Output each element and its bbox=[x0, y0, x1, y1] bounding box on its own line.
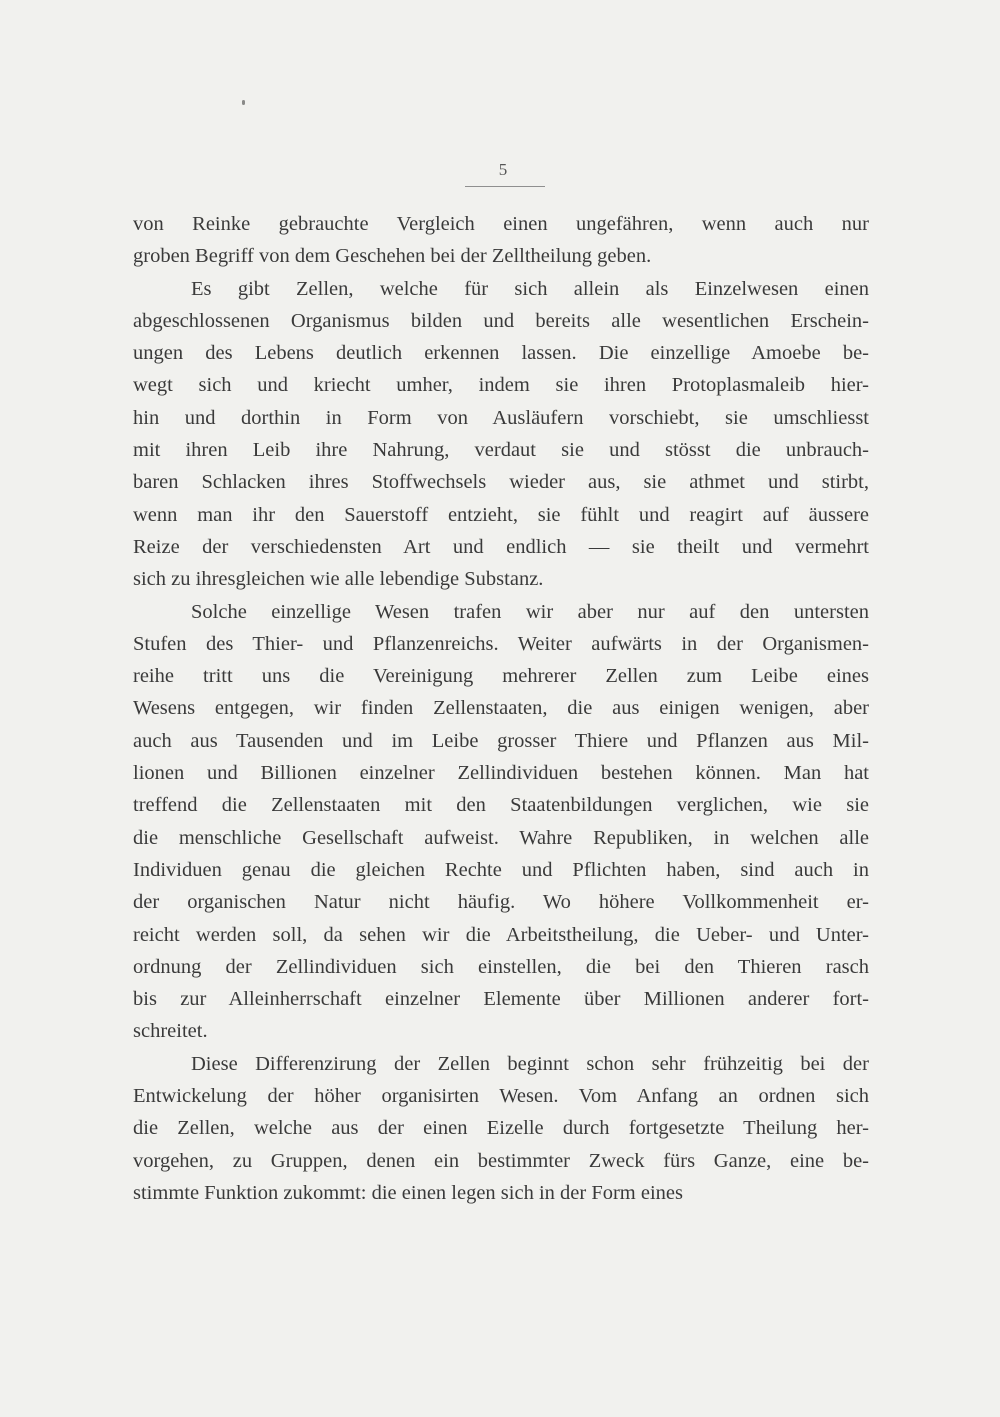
text-line: baren Schlacken ihres Stoffwechsels wieder aus, sie athmet und stirbt, bbox=[133, 471, 869, 494]
text-line: die Zellen, welche aus der einen Eizelle durch fortgesetzte Theilung her- bbox=[133, 1117, 869, 1140]
paragraph bbox=[133, 273, 869, 596]
text-line: schreitet. bbox=[133, 1020, 208, 1043]
text-line: von Reinke gebrauchte Vergleich einen ungefähren, wenn auch nur bbox=[133, 213, 869, 235]
text-line: auch aus Tausenden und im Leibe grosser Thiere und Pflanzen aus Mil- bbox=[133, 729, 869, 752]
text-line: groben Begriff von dem Geschehen bei der Zelltheilung geben. bbox=[133, 245, 652, 268]
text-line: Wesens entgegen, wir finden Zellenstaaten, die aus einigen wenigen, aber bbox=[133, 697, 869, 720]
text-line: Individuen genau die gleichen Rechte und Pflichten haben, sind auch in bbox=[133, 858, 869, 881]
text-line: Es gibt Zellen, welche für sich allein als Einzelwesen einen bbox=[191, 277, 869, 300]
text-line: sich zu ihresgleichen wie alle lebendige Substanz. bbox=[133, 568, 544, 591]
text-line: Solche einzellige Wesen trafen wir aber nur auf den untersten bbox=[191, 600, 869, 623]
text-line: die menschliche Gesellschaft aufweist. Wahre Republiken, in welchen alle bbox=[133, 826, 869, 849]
text-line: stimmte Funktion zukommt: die einen legen sich in der Form eines bbox=[133, 1181, 683, 1204]
text-line: wenn man ihr den Sauerstoff entzieht, sie fühlt und reagirt auf äussere bbox=[133, 503, 869, 526]
paragraph bbox=[133, 208, 869, 273]
text-line: Stufen des Thier- und Pflanzenreichs. Weiter aufwärts in der Organismen- bbox=[133, 632, 869, 655]
paragraph bbox=[133, 596, 869, 1048]
text-line: lionen und Billionen einzelner Zellindividuen bestehen können. Man hat bbox=[133, 762, 869, 785]
text-line: vorgehen, zu Gruppen, denen ein bestimmter Zweck fürs Ganze, eine be- bbox=[133, 1149, 869, 1172]
text-line: reicht werden soll, da sehen wir die Arbeitstheilung, die Ueber- und Unter- bbox=[133, 923, 869, 946]
text-line: hin und dorthin in Form von Ausläufern vorschiebt, sie umschliesst bbox=[133, 406, 869, 429]
text-line: treffend die Zellenstaaten mit den Staatenbildungen verglichen, wie sie bbox=[133, 794, 869, 817]
text-line: abgeschlossenen Organismus bilden und bereits alle wesentlichen Erschein- bbox=[133, 309, 869, 332]
text-line: der organischen Natur nicht häufig. Wo höhere Vollkommenheit er- bbox=[133, 891, 869, 914]
text-line: Diese Differenzirung der Zellen beginnt schon sehr frühzeitig bei der bbox=[191, 1052, 869, 1075]
text-line: wegt sich und kriecht umher, indem sie ihren Protoplasmaleib hier- bbox=[133, 374, 869, 397]
body-text bbox=[133, 208, 869, 1209]
text-line: Entwickelung der höher organisirten Wesen. Vom Anfang an ordnen sich bbox=[133, 1085, 869, 1108]
text-line: ungen des Lebens deutlich erkennen lassen. Die einzellige Amoebe be- bbox=[133, 342, 869, 365]
text-line: mit ihren Leib ihre Nahrung, verdaut sie und stösst die unbrauch- bbox=[133, 439, 869, 462]
page-number: 5 bbox=[498, 160, 508, 179]
text-line: reihe tritt uns die Vereinigung mehrerer Zellen zum Leibe eines bbox=[133, 665, 869, 688]
ink-speck bbox=[242, 100, 245, 105]
text-line: bis zur Alleinherrschaft einzelner Elemente über Millionen anderer fort- bbox=[133, 988, 869, 1011]
paragraph bbox=[133, 1048, 869, 1209]
text-line: ordnung der Zellindividuen sich einstellen, die bei den Thieren rasch bbox=[133, 955, 869, 978]
header-rule bbox=[465, 186, 545, 187]
text-line: Reize der verschiedensten Art und endlich — sie theilt und vermehrt bbox=[133, 535, 869, 558]
